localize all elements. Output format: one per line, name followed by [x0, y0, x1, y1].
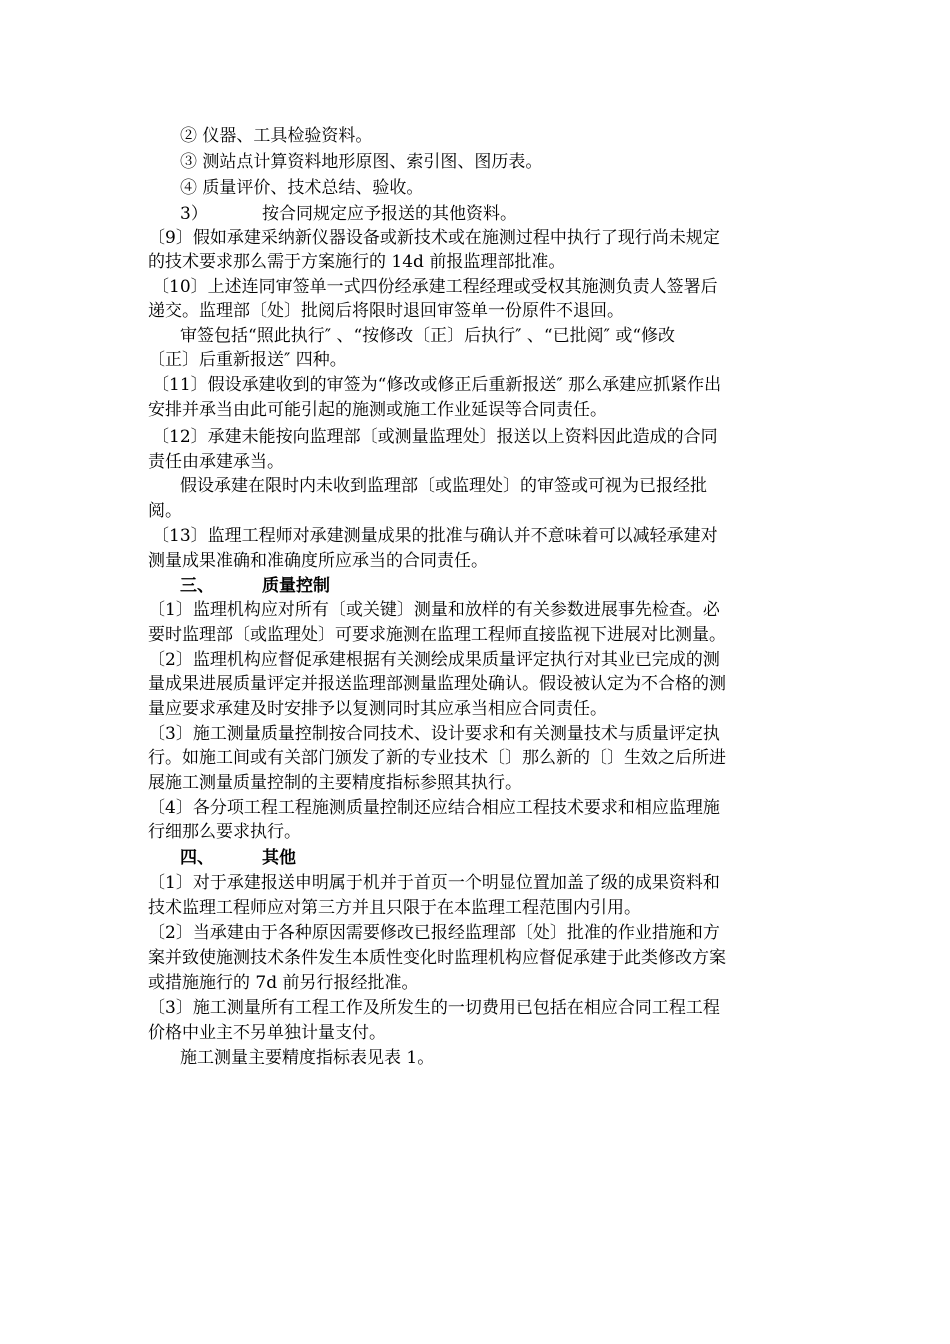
- paragraph-line: 〔1〕对于承建报送申明属于机并于首页一个明显位置加盖了级的成果资料和: [148, 873, 720, 893]
- paragraph-line: ② 仪器、工具检验资料。: [180, 126, 373, 146]
- paragraph-line: 〔2〕当承建由于各种原因需要修改已报经监理部〔处〕批准的作业措施和方: [148, 923, 720, 943]
- paragraph-line: 〔13〕监理工程师对承建测量成果的批准与确认并不意味着可以减轻承建对: [152, 526, 718, 546]
- paragraph-line: 按合同规定应予报送的其他资料。: [262, 204, 517, 224]
- paragraph-line: 〔9〕假如承建采纳新仪器设备或新技术或在施测过程中执行了现行尚未规定: [148, 228, 720, 248]
- paragraph-line: 〔12〕承建未能按向监理部〔或测量监理处〕报送以上资料因此造成的合同: [152, 427, 718, 447]
- paragraph-line: 〔3〕施工测量所有工程工作及所发生的一切费用已包括在相应合同工程工程: [148, 998, 720, 1018]
- paragraph-line: 假设承建在限时内未收到监理部〔或监理处〕的审签或可视为已报经批: [180, 476, 707, 496]
- paragraph-line: 〔正〕后重新报送″ 四种。: [148, 350, 347, 370]
- section-heading-text: 三、: [180, 576, 214, 596]
- paragraph-line: 案并致使施测技术条件发生本质性变化时监理机构应督促承建于此类修改方案: [148, 948, 726, 968]
- paragraph-line: 〔10〕上述连同审签单一式四份经承建工程经理或受权其施测负责人签署后: [152, 277, 718, 297]
- section-heading-text: 质量控制: [262, 576, 330, 596]
- paragraph-line: 3）: [180, 204, 208, 224]
- paragraph-line: 〔3〕施工测量质量控制按合同技术、设计要求和有关测量技术与质量评定执: [148, 724, 720, 744]
- paragraph-line: 量成果进展质量评定并报送监理部测量监理处确认。假设被认定为不合格的测: [148, 674, 726, 694]
- paragraph-line: 展施工测量质量控制的主要精度指标参照其执行。: [148, 773, 522, 793]
- paragraph-line: 责任由承建承当。: [148, 452, 284, 472]
- paragraph-line: 或措施施行的 7d 前另行报经批准。: [148, 973, 419, 993]
- paragraph-line: 价格中业主不另单独计量支付。: [148, 1023, 386, 1043]
- paragraph-line: 递交。监理部〔处〕批阅后将限时退回审签单一份原件不退回。: [148, 301, 624, 321]
- section-heading-text: 其他: [262, 848, 296, 868]
- paragraph-line: 要时监理部〔或监理处〕可要求施测在监理工程师直接监视下进展对比测量。: [148, 625, 726, 645]
- paragraph-line: 测量成果准确和准确度所应承当的合同责任。: [148, 551, 488, 571]
- paragraph-line: 的技术要求那么需于方案施行的 14d 前报监理部批准。: [148, 252, 566, 272]
- paragraph-line: 量应要求承建及时安排予以复测同时其应承当相应合同责任。: [148, 699, 607, 719]
- paragraph-line: 技术监理工程师应对第三方并且只限于在本监理工程范围内引用。: [148, 898, 641, 918]
- section-heading-text: 四、: [180, 848, 214, 868]
- paragraph-line: 行。如施工间或有关部门颁发了新的专业技术〔〕那么新的〔〕生效之后所进: [148, 748, 726, 768]
- paragraph-line: 审签包括“照此执行″ 、“按修改〔正〕后执行″ 、“已批阅″ 或“修改: [180, 326, 676, 346]
- paragraph-line: 安排并承当由此可能引起的施测或施工作业延误等合同责任。: [148, 400, 607, 420]
- paragraph-line: 施工测量主要精度指标表见表 1。: [180, 1048, 435, 1068]
- paragraph-line: 〔11〕假设承建收到的审签为“修改或修正后重新报送″ 那么承建应抓紧作出: [152, 375, 722, 395]
- paragraph-line: 〔2〕监理机构应督促承建根据有关测绘成果质量评定执行对其业已完成的测: [148, 650, 720, 670]
- paragraph-line: 阅。: [148, 501, 182, 521]
- paragraph-line: 〔4〕各分项工程工程施测质量控制还应结合相应工程技术要求和相应监理施: [148, 798, 720, 818]
- paragraph-line: ④ 质量评价、技术总结、验收。: [180, 178, 424, 198]
- paragraph-line: 行细那么要求执行。: [148, 822, 301, 842]
- paragraph-line: ③ 测站点计算资料地形原图、索引图、图历表。: [180, 152, 543, 172]
- paragraph-line: 〔1〕监理机构应对所有〔或关键〕测量和放样的有关参数进展事先检查。必: [148, 600, 720, 620]
